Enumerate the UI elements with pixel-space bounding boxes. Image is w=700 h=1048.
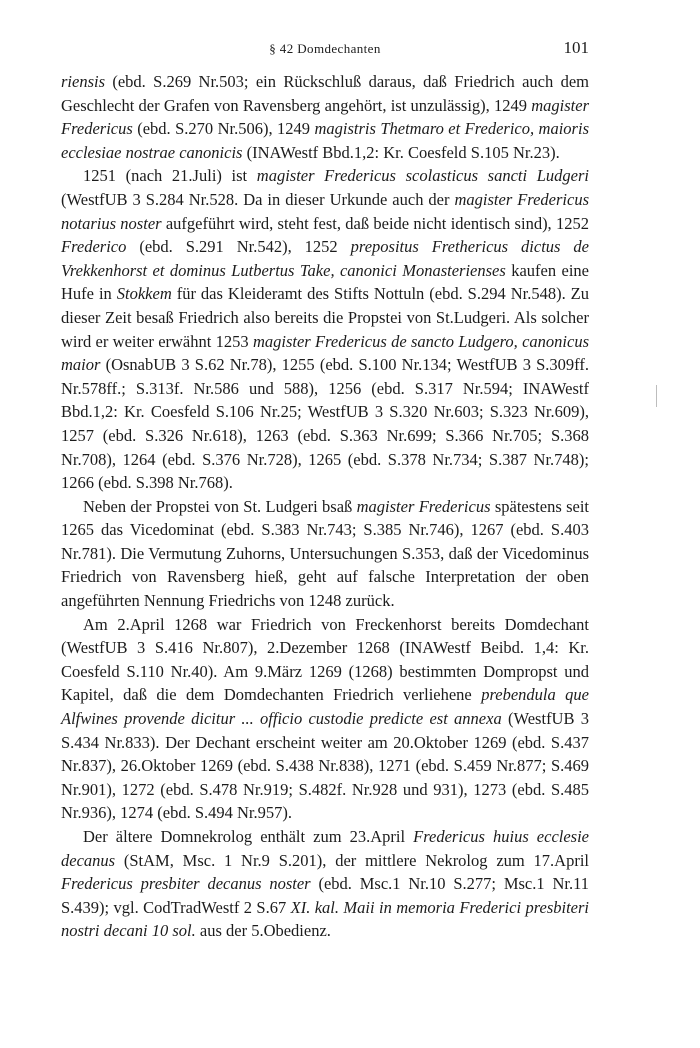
text-run: (OsnabUB 3 S.62 Nr.78), 1255 (ebd. S.100 Nr.134; WestfUB 3 S.309ff. Nr.578ff.; S.313f. Nr.586 und 588), 1256 (ebd. S.317 Nr.594; INAWestf Bbd.1,2: Kr. Coesfeld S.106 Nr.25; WestfUB 3 S.320 Nr.603; S.323 Nr.609), 1257 (ebd. S.326 Nr.618), 1263 (ebd. S.363 Nr.699; S.366 Nr.705; S.368 Nr.708), 1264 (ebd. S.376 Nr.728), 1265 (ebd. S.378 Nr.734; S.387 Nr.748); 1266 (ebd. S.398 Nr.768). <box>61 355 589 493</box>
paragraph <box>61 70 589 164</box>
page-number: 101 <box>563 38 589 57</box>
paragraph <box>61 825 589 943</box>
margin-mark <box>656 385 657 407</box>
paragraph <box>61 164 589 494</box>
book-page <box>61 38 589 943</box>
italic-text: Fredericus presbiter decanus noster <box>61 874 311 894</box>
text-run: (ebd. S.291 Nr.542), 1252 <box>126 237 351 257</box>
text-run: (ebd. S.269 Nr.503; ein Rückschluß daraus, daß Friedrich auch dem Geschlecht der Grafen von Ravensberg angehört, ist unzulässig), 1249 <box>61 72 589 115</box>
paragraph <box>61 495 589 613</box>
text-run: spätestens seit 1265 das Vicedominat (ebd. S.383 Nr.743; S.385 Nr.746), 1267 (ebd. S.403 Nr.781). Die Vermutung Zuhorns, Untersuchungen S.353, daß der Vicedominus Friedrich von Ravensberg hieß, geht auf falsche Interpretation der oben angeführten Nennung Friedrichs von 1248 zurück. <box>61 496 589 611</box>
italic-text: magister Fredericus <box>356 496 491 516</box>
italic-text: prebendula que Alfwines provende dicitur ... officio custodie predicte est annexa <box>61 685 589 729</box>
text-run: aus der 5.Obedienz. <box>195 921 331 941</box>
italic-text: Stokkem <box>116 284 172 304</box>
text-run: aufgeführt wird, steht fest, daß beide nicht identisch sind), 1252 <box>161 213 589 233</box>
italic-text: Fredericus huius ecclesie decanus <box>61 827 590 870</box>
text-run: (ebd. Msc.1 Nr.10 S.277; Msc.1 Nr.11 S.439); vgl. CodTradWestf 2 S.67 <box>61 874 589 917</box>
italic-text: magister Fredericus notarius noster <box>61 189 589 233</box>
text-run: Neben der Propstei von St. Ludgeri bsaß <box>83 496 357 516</box>
text-run: kaufen eine Hufe in <box>61 260 590 304</box>
text-run: Der ältere Domnekrolog enthält zum 23.April <box>83 827 414 846</box>
italic-text: magister Fredericus scolasticus sancti Ludgeri <box>256 166 589 186</box>
text-run: (INAWestf Bbd.1,2: Kr. Coesfeld S.105 Nr.23). <box>242 142 560 162</box>
italic-text: Frederico <box>61 237 127 257</box>
text-run: Am 2.April 1268 war Friedrich von Freckenhorst bereits Domdechant (WestfUB 3 S.416 Nr.807), 2.Dezember 1268 (INAWestf Beibd. 1,4: Kr. Coesfeld S.110 Nr.40). Am 9.März 1269 (1268) bestimmten Dompropst und Kapitel, daß die dem Domdechanten Friedrich verliehene <box>61 614 589 705</box>
italic-text: riensis <box>61 72 106 91</box>
paragraph <box>61 613 589 825</box>
italic-text: magistris Thetmaro et Frederico, maioris ecclesiae nostrae canonicis <box>61 119 589 162</box>
body-text <box>61 70 589 943</box>
running-title: § 42 Domdechanten <box>269 41 381 56</box>
text-run: (StAM, Msc. 1 Nr.9 S.201), der mittlere Nekrolog zum 17.April <box>115 850 589 870</box>
text-run: (WestfUB 3 S.284 Nr.528. Da in dieser Urkunde auch der <box>61 189 455 209</box>
italic-text: prepositus Frethericus dictus de Vrekkenhorst et dominus Lutbertus Take, canonici Monasterienses <box>61 237 589 280</box>
running-header <box>61 38 589 60</box>
italic-text: magister Fredericus de sancto Ludgero, canonicus maior <box>61 331 589 375</box>
text-run: 1251 (nach 21.Juli) ist <box>83 166 257 186</box>
italic-text: XI. kal. Maii in memoria Frederici presbiteri nostri decani 10 sol. <box>61 897 590 941</box>
text-run: (ebd. S.270 Nr.506), 1249 <box>132 119 315 139</box>
text-run: (WestfUB 3 S.434 Nr.833). Der Dechant erscheint weiter am 20.Oktober 1269 (ebd. S.437 Nr.837), 26.Oktober 1269 (ebd. S.438 Nr.838), 1271 (ebd. S.459 Nr.877; S.469 Nr.901), 1272 (ebd. S.478 Nr.919; S.482f. Nr.928 und 931), 1273 (ebd. S.485 Nr.936), 1274 (ebd. S.494 Nr.957). <box>61 709 589 823</box>
italic-text: magister Fredericus <box>61 95 589 139</box>
text-run: für das Kleideramt des Stifts Nottuln (ebd. S.294 Nr.548). Zu dieser Zeit besaß Friedrich also bereits die Propstei von St.Ludgeri. Als solcher wird er weiter erwähnt 1253 <box>61 284 589 351</box>
